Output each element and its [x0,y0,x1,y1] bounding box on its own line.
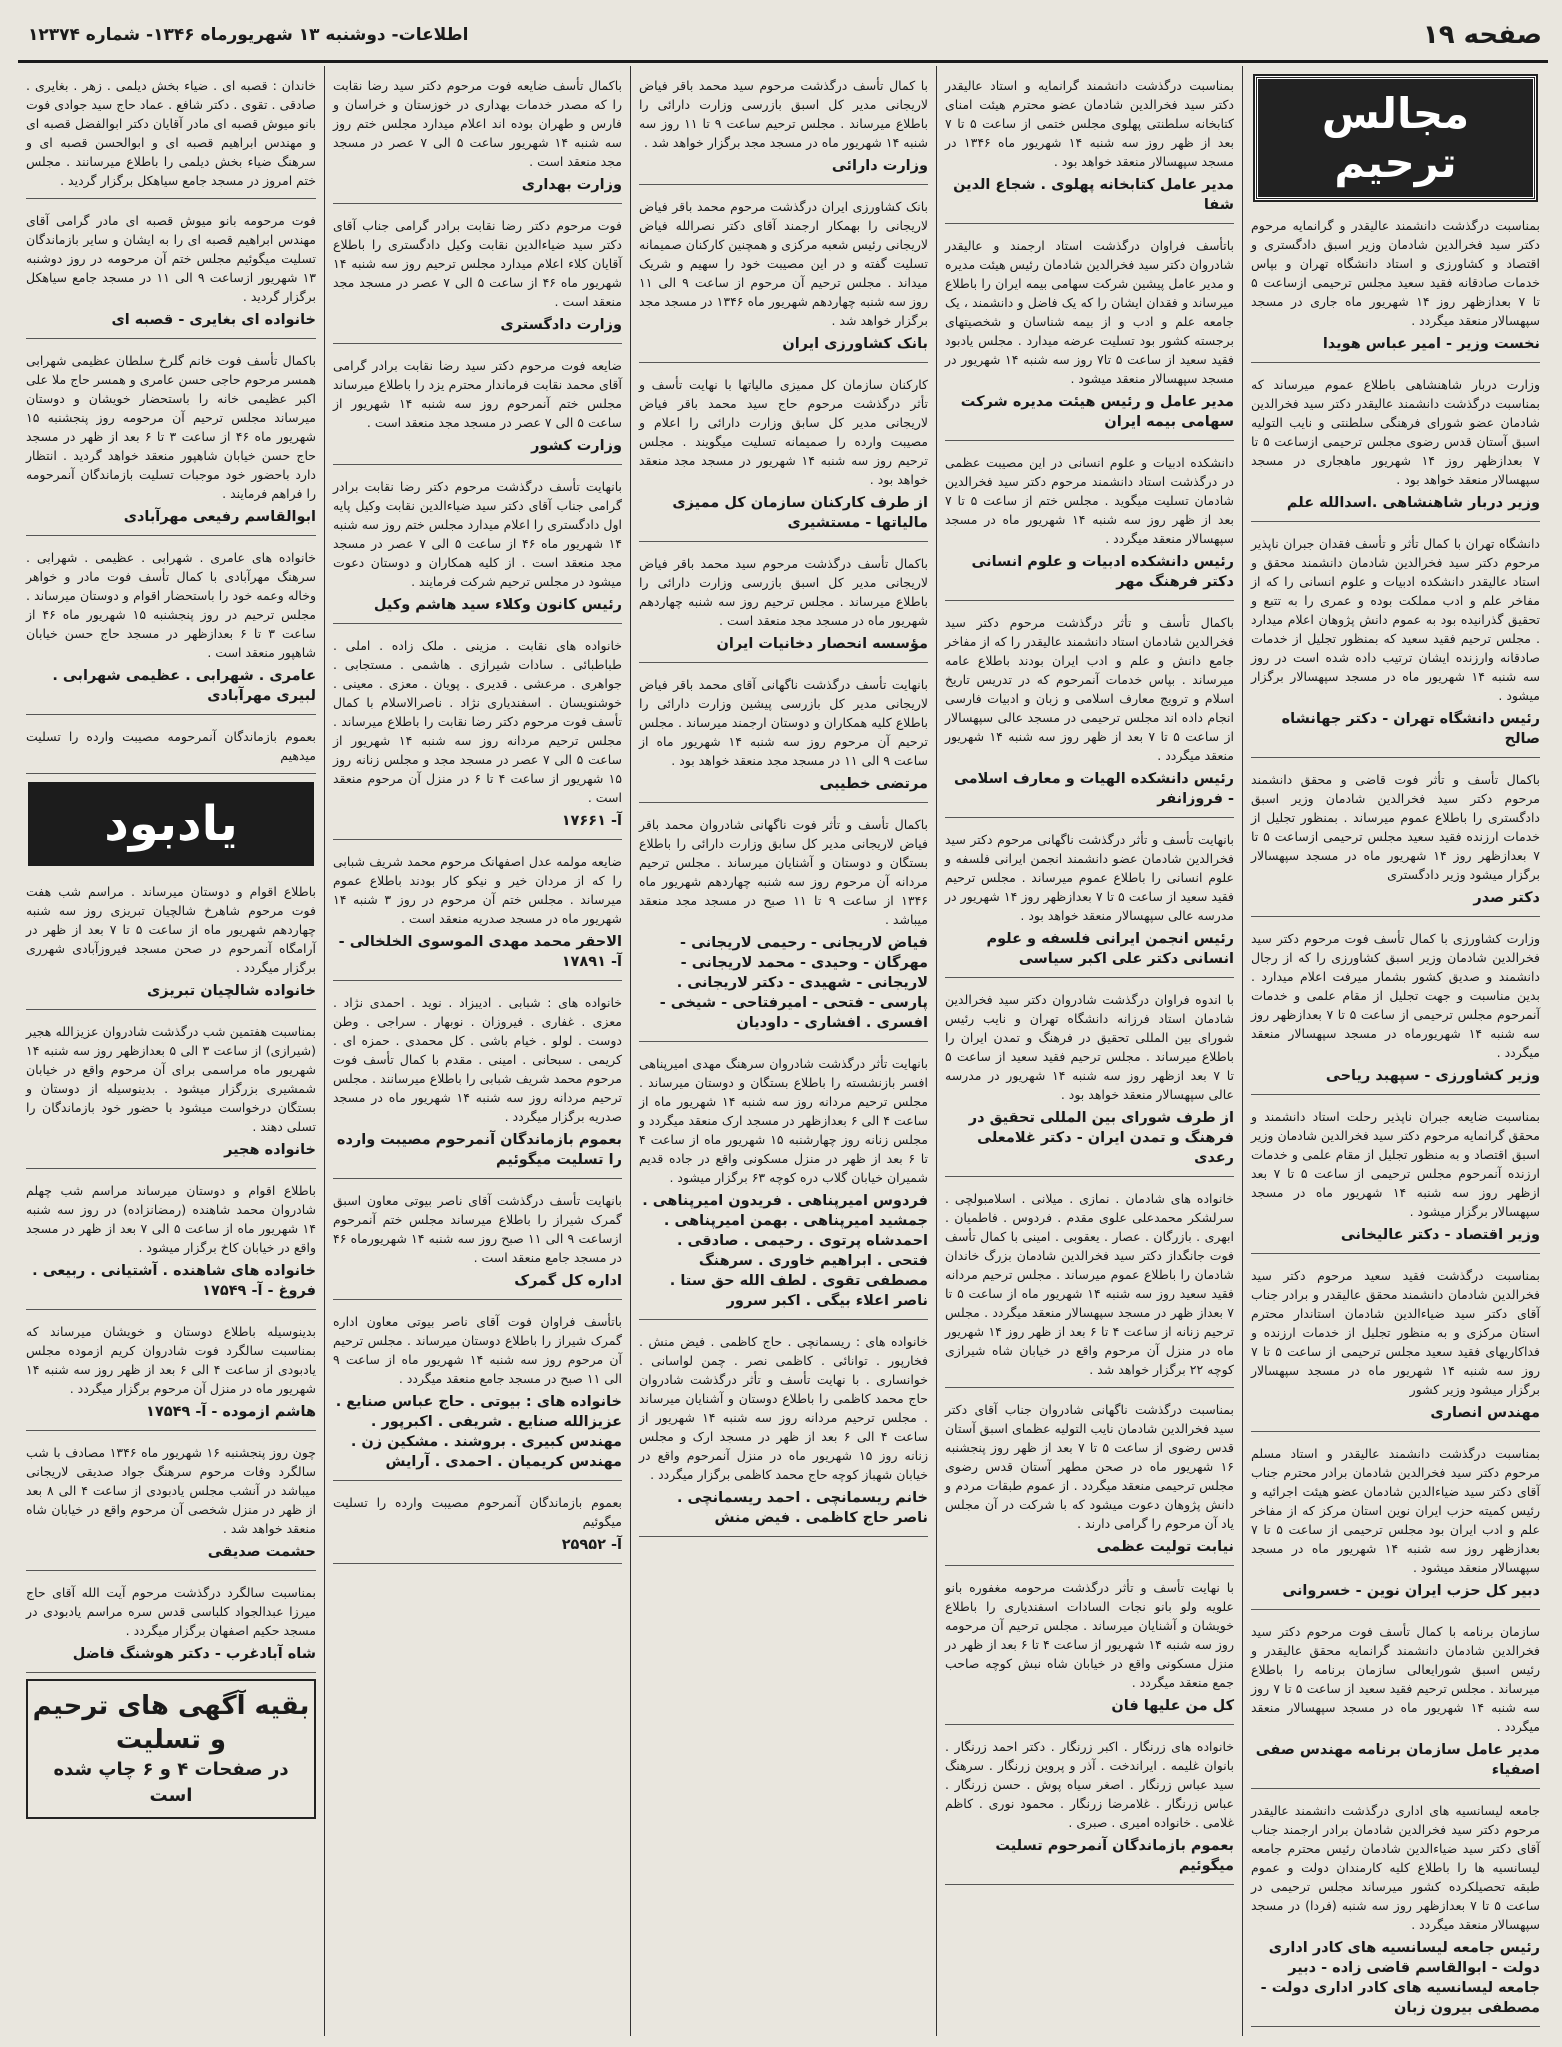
notice-body: بعموم بازماندگان آنمرحومه مصیبت وارده را تسلیت میدهیم [26,729,316,763]
obituary-notice [1251,764,1540,917]
notice-signature: دکتر صدر [1473,890,1540,906]
notice-body: خانواده های شادمان . نمازی . میلانی . اسلامبولچی . سرلشکر محمدعلی علوی مقدم . فردوس . فاطمیان . ابهری . بازرگان . عصار . یعقوبی . امینی با کمال تأسف فوت جانگداز دکتر سید فخرالدین شادمان بزرگ خاندان شادمان را باطلاع عموم میرساند . مجلس ترحیم مردانه فقید سعید روز سه شنبه ۱۴ شهریور ماه از ساعت ۵ تا ۷ بعداز ظهر در مسجد سپهسالار منعقد میگردد . مجلس ترحیم زنانه از ساعت ۴ تا ۶ بعد از ظهر روز ۱۴ شهریور ماه در منزل آن مرحوم واقع در خیابان شاه شیرازی کوچه ۲۲ برگزار خواهد شد . [945,1191,1235,1377]
obituary-notice [1251,923,1540,1095]
column-1 [1242,66,1548,2036]
obituary-notice [639,1326,928,1537]
notice-body: خاندان : قصبه ای . ضیاء بخش دیلمی . زهر . بغایری . صادقی . تقوی . دکتر شافع . عماد حاج سید جوادی فوت بانو میوش قصبه ای مادر آقایان دکتر ابوالفضل قصبه ای و مهندس ابراهیم قصبه ای و ابوالحسن قصبه ای و سرهنگ ضیاء بخش دیلمی را باطلاع میرسانند . مجلس ختم امروز در مسجد جامع سیاهکل برگزار گردید . [26,78,316,188]
notice-body: باتأسف فراوان فوت آقای ناصر بیوتی معاون اداره گمرک شیراز را باطلاع دوستان میرساند . مجلس ترحیم آن مرحوم روز سه شنبه ۱۴ شهریور ماه از ساعت ۹ الی ۱۱ صبح در مسجد جامع منعقد میگردد . [333,1314,622,1386]
obituary-notice [1251,369,1540,522]
notice-signature: رئیس دانشکده الهیات و معارف اسلامی - فروزانفر [953,771,1234,807]
notice-signature: رئیس انجمن ایرانی فلسفه و علوم انسانی دکتر علی اکبر سیاسی [986,931,1234,967]
newspaper-page [18,10,1548,2040]
column-2-notices [945,70,1234,1885]
obituary-notice [1251,210,1540,363]
notice-signature: بعموم بازماندگان آنمرحوم تسلیت میگوئیم [995,1838,1234,1874]
notice-body: بمناسبت درگذشت فقید سعید مرحوم دکتر سید فخرالدین شادمان دانشمند محقق عالیقدر و برادر جناب آقای دکتر سید ضیاءالدین شادمان استاندار محترم استان مرکزی و به منظور تجلیل از خدمات ارزنده و فداکاریهای فقید سعید مجلس ترحیمی از ساعت ۵ تا ۷ روز سه شنبه ۱۴ شهریور ماه در مسجد سپهسالار برگزار میشود وزیر کشور [1251,1268,1540,1397]
notice-signature: وزیر دربار شاهنشاهی .اسدالله علم [1286,495,1540,511]
obituary-notice [1251,1795,1540,2027]
notice-signature: مدیر عامل و رئیس هیئت مدیره شرکت سهامی بیمه ایران [960,394,1234,430]
obituary-notice [945,1183,1234,1388]
notice-body: بمناسبت درگذشت دانشمند گرانمایه و استاد عالیقدر دکتر سید فخرالدین شادمان عضو محترم هیئت امنای کتابخانه سلطنتی پهلوی مجلس ختمی از ساعت ۵ تا ۷ بعد از ظهر روز سه شنبه ۱۴ شهریور ماه ۱۳۴۶ در مسجد سپهسالار منعقد خواهد بود . [945,78,1235,169]
notice-body: بمناسبت درگذشت دانشمند عالیقدر و استاد مسلم مرحوم دکتر سید فخرالدین شادمان برادر محترم جناب آقای دکتر سید ضیاءالدین شادمان عضو هیئت اجرائیه و رئیس کمیته حزب ایران نوین استان مرکز که از مفاخر علم و ادب ایران بود مجلس ترحیمی از ساعت ۵ تا ۷ بعدازظهر روز سه شنبه ۱۴ شهریور ماه در مسجد سپهسالار منعقد میشود . [1251,1446,1540,1575]
obituary-notice [945,1394,1234,1566]
notice-signature: فردوس امیرپناهی . فریدون امیرپناهی . جمشید امیرپناهی . بهمن امیرپناهی . احمدشاه پرتوی . رحیمی . صادقی . فتحی . ابراهیم خاوری . سرهنگ مصطفی تقوی . لطف الله حق ستا . ناصر اعلاء بیگی . اکبر سرور [642,1193,928,1309]
obituary-notice [333,1487,622,1564]
notice-body: کارکنان سازمان کل ممیزی مالیاتها با نهایت تأسف و تأثر درگذشت مرحوم حاج سید محمد باقر فیاض لاریجانی مدیر کل سابق وزارت دارائی را اعلام و مصیبت وارده را صمیمانه تسلیت میگویند . مجلس ترحیم روز سه شنبه ۱۴ شهریور در مسجد مجد منعقد خواهد بود . [639,377,928,487]
notice-body: باطلاع اقوام و دوستان میرساند . مراسم شب هفت فوت مرحوم شاهرخ شالچیان تبریزی روز سه شنبه چهاردهم شهریور ماه از ساعت ۵ تا ۷ بعد از ظهر در آرامگاه آنمرحوم در صحن مسجد فیروزآبادی شهرری برگزار میگردد . [26,884,316,975]
obituary-notice [945,1572,1234,1725]
notice-body: بعموم بازماندگان آنمرحوم مصیبت وارده را تسلیت میگوئیم [333,1495,622,1529]
columns [18,66,1548,2036]
page-header [18,10,1548,63]
notice-signature: خانواده شالچیان تبریزی [147,983,316,999]
memorial-banner: یادبود [28,782,314,866]
obituary-notice [945,984,1234,1177]
column-1-notices [1251,210,1540,2027]
notice-signature: فیاض لاریجانی - رحیمی لاریجانی - مهرگان - وحیدی - محمد لاریجانی - لاریجانی - شهیدی - دکتر لاریجانی . پارسی - فتحی - امیرفتاحی - شیخی - افسری . افشاری - داودیان [659,935,928,1031]
notice-signature: ابوالقاسم رفیعی مهرآبادی [123,509,316,525]
notice-signature: آ- ۲۵۹۵۲ [561,1537,622,1553]
notice-signature: مؤسسه انحصار دخانیات ایران [716,636,928,652]
notice-signature: وزارت دارائی [831,158,928,174]
obituary-notice [26,876,316,1010]
notice-signature: مهندس انصاری [1430,1405,1540,1421]
notice-body: بانهایت تأسف درگذشت ناگهانی آقای محمد باقر فیاض لاریجانی مدیر کل بازرسی پیشین وزارت دارائی را باطلاع کلیه همکاران و دوستان ارجمند میرساند . مجلس ترحیم آن مرحوم روز سه شنبه ۱۴ شهریور ماه از ساعت ۹ الی ۱۱ در مسجد مجد منعقد خواهد بود . [639,677,928,768]
obituary-notice [333,1185,622,1300]
obituary-notice [26,1577,316,1673]
obituary-notice [1251,1438,1540,1610]
notice-signature: مدیر عامل کتابخانه پهلوی . شجاع الدین شفا [953,177,1234,213]
notice-body: بانک کشاورزی ایران درگذشت مرحوم محمد باقر فیاض لاریجانی را بهمکار ارجمند آقای دکتر نصرالله فیاض لاریجانی رئیس شعبه مرکزی و همچنین کارکنان صمیمانه تسلیت گفته و در این مصیبت خود را سهیم و شریک میداند . مجلس ترحیم آن مرحوم از ساعت ۹ الی ۱۱ روز سه شنبه چهاردهم شهریور ماه ۱۳۴۶ در مسجد مجد برگزار خواهد شد . [639,199,928,328]
notice-body: فوت مرحومه بانو میوش قصبه ای مادر گرامی آقای مهندس ابراهیم قصبه ای را به ایشان و سایر بازماندگان تسلیت میگوئیم مجلس ختم آن مرحومه در روز دوشنبه ۱۳ شهریور ازساعت ۹ الی ۱۱ در مسجد جامع سیاهکل برگزار گردید . [26,213,317,304]
obituary-notice [945,70,1234,224]
obituary-notice [945,230,1234,441]
continuation-title: بقیه آگهی های ترحیم و تسلیت [32,1691,310,1755]
notice-body: بانهایت تأثر درگذشت شادروان سرهنگ مهدی امیرپناهی افسر بازنشسته را باطلاع بستگان و دوستان میرساند . مجلس ترحیم مردانه روز سه شنبه ۱۴ شهریور ماه از ساعت ۴ الی ۶ بعدازظهر در مسجد ارک منعقد میگردد و مجلس زنانه روز چهارشنبه ۱۵ شهریور ماه از ساعت ۴ تا ۶ بعد از ظهر در منزل مسکونی واقع در جاده قدیم شمیران خیابان گلاب دره کوچه ۶۳ برگزار میشود . [639,1056,928,1185]
notice-body: بمناسبت سالگرد درگذشت مرحوم آیت الله آقای حاج میرزا عبدالجواد کلباسی قدس سره مراسم یادبودی در مسجد حکیم اصفهان برگزار میگردد . [26,1585,316,1638]
notice-body: بانهایت تأسف درگذشت آقای ناصر بیوتی معاون اسبق گمرک شیراز را باطلاع میرساند مجلس ختم آنمرحوم ازساعت ۹ الی ۱۱ صبح روز سه شنبه ۱۴ شهریورماه ۴۶ در مسجد جامع منعقد است . [333,1193,623,1265]
obituary-notice [26,205,316,339]
notice-signature: عامری . شهرابی . عظیمی شهرابی . لبیری مهرآبادی [52,668,316,704]
obituary-notice [639,809,928,1042]
obituary-notice [639,1048,928,1320]
notice-body: وزارت دربار شاهنشاهی باطلاع عموم میرساند که بمناسبت درگذشت دانشمند عالیقدر دکتر سید فخرالدین شادمان عضو شورای فرهنگی سلطنتی و نایب التولیه اسبق آستان قدس رضوی مجلس ترحیمی ازساعت ۵ تا ۷ بعدازظهر روز ۱۴ شهریور ماهجاری در مسجد سپهسالار منعقد خواهد بود . [1251,377,1541,487]
column-5-notices [26,70,316,774]
obituary-notice [639,191,928,363]
obituary-notice [639,369,928,542]
obituary-notice [1251,1260,1540,1432]
page-number: صفحه ۱۹ [1422,20,1542,50]
continuation-subtitle: در صفحات ۴ و ۶ چاپ شده است [53,1759,289,1806]
notice-signature: دبیر کل حزب ایران نوین - خسروانی [1282,1583,1540,1599]
notice-body: باکمال تأسف و تأثر فوت ناگهانی شادروان محمد باقر فیاض لاریجانی مدیر کل سابق وزارت دارائی را باطلاع بستگان و دوستان و آشنایان میرساند . مجلس ترحیم مردانه آن مرحوم روز سه شنبه چهاردهم شهریور ماه ۱۳۴۶ از ساعت ۹ تا ۱۱ صبح در مسجد مجد منعقد میباشد . [639,817,929,927]
memorial-notices [26,876,316,1673]
notice-body: باطلاع اقوام و دوستان میرساند مراسم شب چهلم شادروان محمد شاهنده (رمضانزاده) در روز سه شنبه ۱۴ شهریور ماه از ساعت ۵ الی ۷ بعد از ظهر در مسجد واقع در خیابان کاخ برگزار میشود . [26,1183,316,1255]
notice-body: باکمال تأسف و تأثر درگذشت مرحوم دکتر سید فخرالدین شادمان استاد دانشمند عالیقدر را که از مفاخر جامع دانش و علم و ادب ایران بودند باطلاع عامه میرساند . بپاس خدمات آنمرحوم که در تدریس تاریخ اسلام و ترویج معارف اسلامی و زبان و ادبیات فارسی انجام داده اند مجلس ترحیمی در مسجد عالی سپهسالار از ساعت ۵ تا ۷ بعد از ظهر روز سه شنبه ۱۴ شهریور منعقد میگردد . [945,615,1234,763]
notice-signature: حشمت صدیقی [207,1544,316,1560]
notice-body: ضایعه فوت مرحوم دکتر سید رضا نقابت برادر گرامی آقای محمد نقابت فرماندار محترم یزد را باطلاع میرساند مجلس ختم آنمرحوم روز سه شنبه ۱۴ شهریور از ساعت ۵ الی ۷ عصر در مسجد مجد منعقد است . [333,358,622,430]
column-4-notices [333,70,622,1564]
continuation-box [26,1679,316,1819]
obituary-notice [333,210,622,344]
notice-signature: رئیس دانشکده ادبیات و علوم انسانی دکتر فرهنگ مهر [971,554,1234,590]
column-4 [324,66,630,2036]
notice-signature: از طرف کارکنان سازمان کل ممیزی مالیاتها - مستشیری [672,495,928,531]
obituary-notice [333,987,622,1179]
notice-signature: کل من علیها فان [1111,1698,1234,1714]
obituary-notice [26,70,316,199]
notice-body: بانهایت تأسف و تأثر درگذشت ناگهانی مرحوم دکتر سید فخرالدین شادمان عضو دانشمند انجمن ایرانی فلسفه و علوم انسانی را باطلاع عموم میرساند . مجلس ترحیم فقید سعید از ساعت ۵ تا ۷ بعدازظهر روز ۱۴ شهریور در مدرسه عالی سپهسالار منعقد خواهد بود . [945,832,1235,923]
notice-signature: وزارت دادگستری [500,317,622,333]
obituary-notice [26,1175,316,1310]
column-3-notices [639,70,928,1537]
section-title: مجالس ترحیم [1255,76,1536,200]
notice-signature: خانم ریسمانچی . احمد ریسمانچی . ناصر حاج کاظمی . فیض منش [676,1490,928,1526]
obituary-notice [333,350,622,465]
notice-body: چون روز پنجشنبه ۱۶ شهریور ماه ۱۳۴۶ مصادف با شب سالگرد وفات مرحوم سرهنگ جواد صدیقی لاریجانی میباشد در آنشب مجلس یادبودی از ساعت ۴ الی ۸ بعد از ظهر در منزل شخصی آن مرحوم واقع در خیابان شاه منعقد خواهد شد . [26,1445,316,1536]
masthead: اطلاعات- دوشنبه ۱۳ شهریورماه ۱۳۴۶- شماره ۱۲۳۷۴ [28,25,469,45]
notice-signature: اداره کل گمرک [514,1273,622,1289]
notice-body: باتأسف فراوان درگذشت استاد ارجمند و عالیقدر شادروان دکتر سید فخرالدین شادمان رئیس هیئت مدیره و مدیر عامل پیشین شرکت سهامی بیمه ایران را باطلاع میرساند و فقدان ایشان را که یک فاضل و دانشمند ، یک جامعه علم و ادب و از بیمه شناسان و شخصیتهای برجسته کشور بود تسلیت عرضه میدارد . مجلس یادبود فقید سعید از ساعت ۵ تا۷ روز سه شنبه ۱۴ شهریور در مسجد سپهسالار منعقد میشود . [945,238,1235,386]
notice-signature: وزیر کشاورزی - سپهبد ریاحی [1325,1068,1540,1084]
obituary-notice [945,824,1234,978]
notice-signature: خانواده هجیر [224,1142,316,1158]
notice-body: خانواده های : ریسمانچی . حاج کاظمی . فیض منش . فخارپور . توانائی . کاظمی نصر . چمن لواسانی . خوانساری . با نهایت تأسف و تأثر درگذشت شادروان حاج محمد کاظمی را باطلاع دوستان و آشنایان میرساند . مجلس ترحیم مردانه روز سه شنبه ۱۴ شهریور از ساعت ۴ الی ۶ بعد از ظهر در مسجد ارک و مجلس زنانه روز ۱۵ شهریور ماه در منزل آنمرحوم واقع در خیابان شهباز کوچه حاج محمد کاظمی برگزار میگردد . [639,1334,929,1482]
obituary-notice [333,846,622,981]
obituary-notice [639,70,928,185]
obituary-notice [26,1437,316,1571]
notice-signature: بعموم بازماندگان آنمرحوم مصیبت وارده را تسلیت میگوئیم [336,1132,622,1168]
notice-signature: وزارت کشور [531,438,622,454]
notice-signature: مرتضی خطیبی [819,776,928,792]
notice-signature: وزیر اقتصاد - دکتر عالیخانی [1340,1227,1540,1243]
obituary-notice [1251,1616,1540,1789]
notice-signature: خانواده های : بیوتی . حاج عباس صنایع . عزیزالله صنایع . شریفی . اکبرپور . مهندس کبیری . بروشند . مشکین زن . مهندس کریمیان . احمدی . آرایش [335,1394,622,1470]
obituary-notice [639,669,928,803]
notice-signature: آ- ۱۷۶۶۱ [561,813,622,829]
notice-signature: وزارت بهداری [521,177,622,193]
notice-body: بمناسبت درگذشت دانشمند عالیقدر و گرانمایه مرحوم دکتر سید فخرالدین شادمان وزیر اسبق دادگستری و اقتصاد و کشاورزی و استاد دانشگاه تهران و بپاس خدمات صادقانه فقید سعید مجلس ترحیمی ازساعت ۵ تا ۷ بعدازظهر روز ۱۴ شهریور ماه جاری در مسجد سپهسالار منعقد میگردد . [1251,218,1541,328]
notice-body: باکمال تأسف و تأثر فوت قاضی و محقق دانشمند مرحوم دکتر سید فخرالدین شادمان وزیر اسبق دادگستری را باطلاع عموم میرساند . بمنظور تجلیل از خدمات ارزنده فقید سعید مجلس ترحیمی ازساعت ۵ تا ۷ بعدازظهر روز ۱۴ شهریور ماه در مسجد سپهسالار برگزار میشود وزیر دادگستری [1251,772,1540,882]
notice-body: بمناسبت درگذشت ناگهانی شادروان جناب آقای دکتر سید فخرالدین شادمان نایب التولیه عظمای اسبق آستان قدس رضوی از ساعت ۵ تا ۷ بعد از ظهر روز پنجشنبه ۱۶ شهریور ماه در صحن مطهر آستان قدس رضوی مجلس ترحیمی منعقد میگردد . از عموم طبقات مردم و دانش پژوهان دعوت میشود که با شرکت در آن مجلس یاد آن مرحوم را گرامی دارند . [945,1402,1235,1531]
notice-body: دانشکده ادبیات و علوم انسانی در این مصیبت عظمی در درگذشت استاد دانشمند مرحوم دکتر سید فخرالدین شادمان تسلیت میگوید . مجلس ختم از ساعت ۵ تا ۷ بعد از ظهر روز سه شنبه ۱۴ شهریور ماه در مسجد سپهسالار منعقد میگردد . [945,455,1234,546]
obituary-notice [945,607,1234,818]
notice-body: باکمال تأسف درگذشت مرحوم سید محمد باقر فیاض لاریجانی مدیر کل اسبق بازرسی وزارت دارائی را باطلاع میرساند . مجلس ترحیم روز سه شنبه چهاردهم شهریور ماه در مسجد مجد منعقد است . [639,556,928,628]
notice-body: جامعه لیسانسیه های اداری درگذشت دانشمند عالیقدر مرحوم دکتر سید فخرالدین شادمان برادر ارجمند جناب آقای دکتر سید ضیاءالدین شادمان رئیس محترم جامعه لیسانسیه ها را باطلاع کلیه کارمندان دولت و عموم طبقه تحصیلکرده کشور میرساند مجلس ترحیمی در ساعت ۵ تا ۷ بعدازظهر روز سه شنبه (فردا) در مسجد سپهسالار منعقد میگردد . [1251,1803,1540,1932]
notice-body: با اندوه فراوان درگذشت شادروان دکتر سید فخرالدین شادمان استاد فرزانه دانشگاه تهران و نایب رئیس شورای بین المللی تحقیق در فرهنگ و تمدن ایران را باطلاع میرساند . مجلس ترحیم فقید سعید از ساعت ۵ تا ۷ بعد ازظهر روز سه شنبه ۱۴ شهریور در مدرسه عالی سپهسالار منعقد خواهد بود . [945,992,1234,1102]
notice-body: خانواده های عامری . شهرابی . عظیمی . شهرابی . سرهنگ مهرآبادی با کمال تأسف فوت مادر و خواهر وخاله وعمه خود را باستحضار اقوام و دوستان میرساند . مجلس ترحیم در روز پنجشنبه ۱۵ شهریور ماه ۴۶ از ساعت ۳ تا ۶ بعدازظهر در مسجد حاج حسن خیابان شاهپور منعقد است . [26,550,316,660]
obituary-notice [26,345,316,536]
obituary-notice [26,1016,316,1169]
notice-body: بمناسبت ضایعه جبران ناپذیر رحلت استاد دانشمند و محقق گرانمایه مرحوم دکتر سید فخرالدین شادمان وزیر اسبق اقتصاد و به منظور تجلیل از مقام علمی و خدمات ارزنده آنمرحوم مجلس ترحیمی از ساعت ۵ تا ۷ بعد ازظهر روز سه شنبه ۱۴ شهریور ماه در مسجد سپهسالار برگزار میشود . [1251,1109,1541,1219]
column-5 [18,66,324,2036]
obituary-notice [1251,528,1540,758]
notice-signature: شاه آبادغرب - دکتر هوشنگ فاضل [72,1646,316,1662]
obituary-notice [26,721,316,774]
notice-body: خانواده های زرنگار . اکبر زرنگار . دکتر احمد زرنگار . بانوان غلیمه . ایراندخت . آذر و پروین زرنگار . سرهنگ سید عباس زرنگار . اصغر سیاه پوش . حسن زرنگار . عباس زرنگار . غلامرضا زرنگار . محمود نوری . کاظم غلامی . خانواده امیری . صبری . [945,1739,1234,1830]
notice-signature: رئیس کانون وکلاء سید هاشم وکیل [373,597,622,613]
notice-body: باکمال تأسف ضایعه فوت مرحوم دکتر سید رضا نقابت را که مصدر خدمات بهداری در خوزستان و خراسان و فارس و طهران بوده اند اعلام میدارد مجلس ختم روز سه شنبه ۱۴ شهریور ساعت ۵ الی ۷ عصر در مسجد مجد منعقد است . [333,78,622,169]
obituary-notice [26,542,316,715]
obituary-notice [333,630,622,840]
notice-signature: خانواده های شاهنده . آشتیانی . ربیعی . فروغ - آ- ۱۷۵۴۹ [32,1263,316,1299]
notice-signature: بانک کشاورزی ایران [782,336,928,352]
obituary-notice [333,471,622,624]
notice-body: بانهایت تأسف درگذشت مرحوم دکتر رضا نقابت برادر گرامی جناب آقای دکتر سید ضیاءالدین نقابت وکیل پایه اول دادگستری را اعلام میدارد مجلس ختم روز سه شنبه ۱۴ شهریور ماه ۴۶ از ساعت ۵ الی ۷ عصر در مسجد مجد منعقد است . از کلیه همکاران و دوستان دعوت میشود در مجلس ترحیم شرکت فرمایند . [333,479,622,589]
notice-body: با نهایت تأسف و تأثر درگذشت مرحومه مغفوره بانو علویه ولو بانو نجات السادات اسفندیاری را باطلاع خویشان و آشنایان میرساند . مجلس ترحیم آن مرحومه روز سه شنبه ۱۴ شهریور از ساعت ۴ تا ۶ بعد از ظهر در منزل مسکونی واقع در خیابان شاه نبش کوچه صاحب جمع منعقد میگردد . [945,1580,1234,1690]
notice-signature: الاحقر محمد مهدی الموسوی الخلخالی - آ- ۱۷۸۹۱ [338,934,622,970]
column-3 [630,66,936,2036]
notice-signature: نیابت تولیت عظمی [1096,1539,1234,1555]
notice-body: بدینوسیله باطلاع دوستان و خویشان میرساند که بمناسبت سالگرد فوت شادروان کریم ازموده مجلس یادبودی از ساعت ۴ الی ۶ بعد از ظهر روز سه شنبه ۱۴ شهریور ماه در منزل آن مرحوم برگزار میگردد . [26,1324,316,1396]
column-2 [936,66,1242,2036]
notice-body: بمناسبت هفتمین شب درگذشت شادروان عزیزالله هجیر (شیرازی) از ساعت ۳ الی ۵ بعدازظهر روز سه شنبه ۱۴ شهریور ماه مراسمی برای آن مرحوم واقع در خیابان شمشیری بزرگزار میشود . بدینوسیله از دوستان و بستگان درخواست میشود با حضور خود بازماندگان را تسلی دهند . [26,1024,316,1134]
obituary-notice [945,447,1234,601]
notice-body: خانواده های نقابت . مزینی . ملک زاده . املی . طباطبائی . سادات شیرازی . هاشمی . مستجابی . جواهری . مرعشی . قدیری . پویان . معزی . معینی . خوشنویسان . اسفندیاری نژاد . ناصرالاسلام با کمال تأسف فوت مرحوم دکتر رضا نقابت را باطلاع میرساند . مجلس ترحیم مردانه روز سه شنبه ۱۴ شهریور از ساعت ۵ الی ۷ عصر در مسجد مجد و مجلس زنانه روز ۱۵ شهریور از ساعت ۴ تا ۶ در منزل آن مرحوم منعقد است . [333,638,622,805]
notice-body: ضایعه مولمه عدل اصفهانک مرحوم محمد شریف شبابی را که از مردان خیر و نیکو کار بودند باطلاع عموم میرساند . مجلس ختم آن مرحوم در روز ۳ شنبه ۱۴ شهریور ماه در مسجد صدریه منعقد است . [333,854,622,926]
notice-signature: مدیر عامل سازمان برنامه مهندس صفی اصفیاء [1255,1742,1540,1778]
obituary-notice [333,1306,622,1481]
notice-signature: خانواده ای بغایری - قصبه ای [111,312,316,328]
notice-signature: رئیس جامعه لیسانسیه های کادر اداری دولت - ابوالقاسم قاضی زاده - دبیر جامعه لیسانسیه های کادر اداری دولت - مصطفی بیرون زبان [1260,1940,1540,2016]
notice-body: دانشگاه تهران با کمال تأثر و تأسف فقدان جبران ناپذیر مرحوم دکتر سید فخرالدین شادمان دانشمند محقق و استاد عالیقدر دانشکده ادبیات و علوم انسانی را که از مفاخر علم و ادب مملکت بوده و عمری را به تتبع و تحقیق گذرانیده بود به عموم دانش پژوهان اعلام میدارد . مجلس ترحیم فقید سعید که بمنظور تجلیل از خدمات صادقانه وارزنده ایشان ترتیب داده شده است در روز سه شنبه ۱۴ شهریور ماه در مسجد سپهسالار برگزار میشود . [1251,536,1541,703]
notice-body: سازمان برنامه با کمال تأسف فوت مرحوم دکتر سید فخرالدین شادمان دانشمند گرانمایه محقق عالیقدر و رئیس اسبق شورایعالی سازمان برنامه را باطلاع میرساند . مجلس ترحیم فقید سعید از ساعت ۵ تا ۷ روز سه شنبه ۱۴ شهریور ماه در مسجد سپهسالار منعقد میگردد . [1251,1624,1540,1734]
notice-body: با کمال تأسف درگذشت مرحوم سید محمد باقر فیاض لاریجانی مدیر کل اسبق بازرسی وزارت دارائی را باطلاع میرساند . مجلس ترحیم ساعت ۹ تا ۱۱ روز سه شنبه ۱۴ شهریور ماه در مسجد مجد برگزار خواهد شد . [639,78,929,150]
obituary-notice [945,1731,1234,1885]
notice-signature: هاشم ازموده - آ- ۱۷۵۴۹ [146,1404,316,1420]
notice-body: وزارت کشاورزی با کمال تأسف فوت مرحوم دکتر سید فخرالدین شادمان وزیر اسبق کشاورزی را که از رجال دانشمند و صدیق کشور بشمار میرفت اعلام میدارد . بدین مناسبت و جهت تجلیل از مقام علمی و خدمات آنمرحوم مجلس ترحیمی از ساعت ۵ تا ۷ بعدازظهر روز سه شنبه ۱۴ شهریورماه در مسجد سپهسالار منعقد میگردد . [1251,931,1541,1060]
notice-signature: از طرف شورای بین المللی تحقیق در فرهنگ و تمدن ایران - دکتر غلامعلی رعدی [968,1110,1234,1166]
obituary-notice [26,1316,316,1431]
obituary-notice [333,70,622,204]
notice-signature: رئیس دانشگاه تهران - دکتر جهانشاه صالح [1281,711,1540,747]
notice-body: باکمال تأسف فوت خانم گلرخ سلطان عظیمی شهرابی همسر مرحوم حاجی حسن عامری و همسر حاج ملا علی اکبر عظیمی خانه را باستحضار خویشان و دوستان میرساند مجلس ترحیم آن مرحومه روز پنجشنبه ۱۵ شهریور ماه ۴۶ از ساعت ۳ تا ۶ بعد از ظهر در مسجد حاج حسن خیابان شاهپور منعقد خواهد گردید . انتظار دارد باحضور خود موجبات تسلیت بازماندگان آنمرحومه را فراهم فرمایند . [26,353,317,501]
obituary-notice [639,548,928,663]
notice-signature: نخست وزیر - امیر عباس هویدا [1322,336,1540,352]
obituary-notice [1251,1101,1540,1254]
notice-body: خانواده های : شبابی . ادیبزاد . نوید . احمدی نژاد . معزی . غفاری . فیروزان . نوبهار . سراجی . وطن دوست . لولو . خیام باشی . کل محمدی . حمزه ای . کریمی . سبحانی . امینی . مقدم با کمال تأسف فوت مرحوم محمد شریف شبابی را باطلاع میرسانند . مجلس ترحیم مردانه روز سه شنبه ۱۴ شهریور ماه در مسجد صدریه برگزار میگردد . [333,995,622,1124]
notice-body: فوت مرحوم دکتر رضا نقابت برادر گرامی جناب آقای دکتر سید ضیاءالدین نقابت وکیل دادگستری را باطلاع آقایان کلاء اعلام میدارد مجلس ترحیم روز سه شنبه ۱۴ شهریور ماه ۴۶ از ساعت ۵ الی ۷ عصر در مسجد مجد منعقد است . [333,218,622,309]
